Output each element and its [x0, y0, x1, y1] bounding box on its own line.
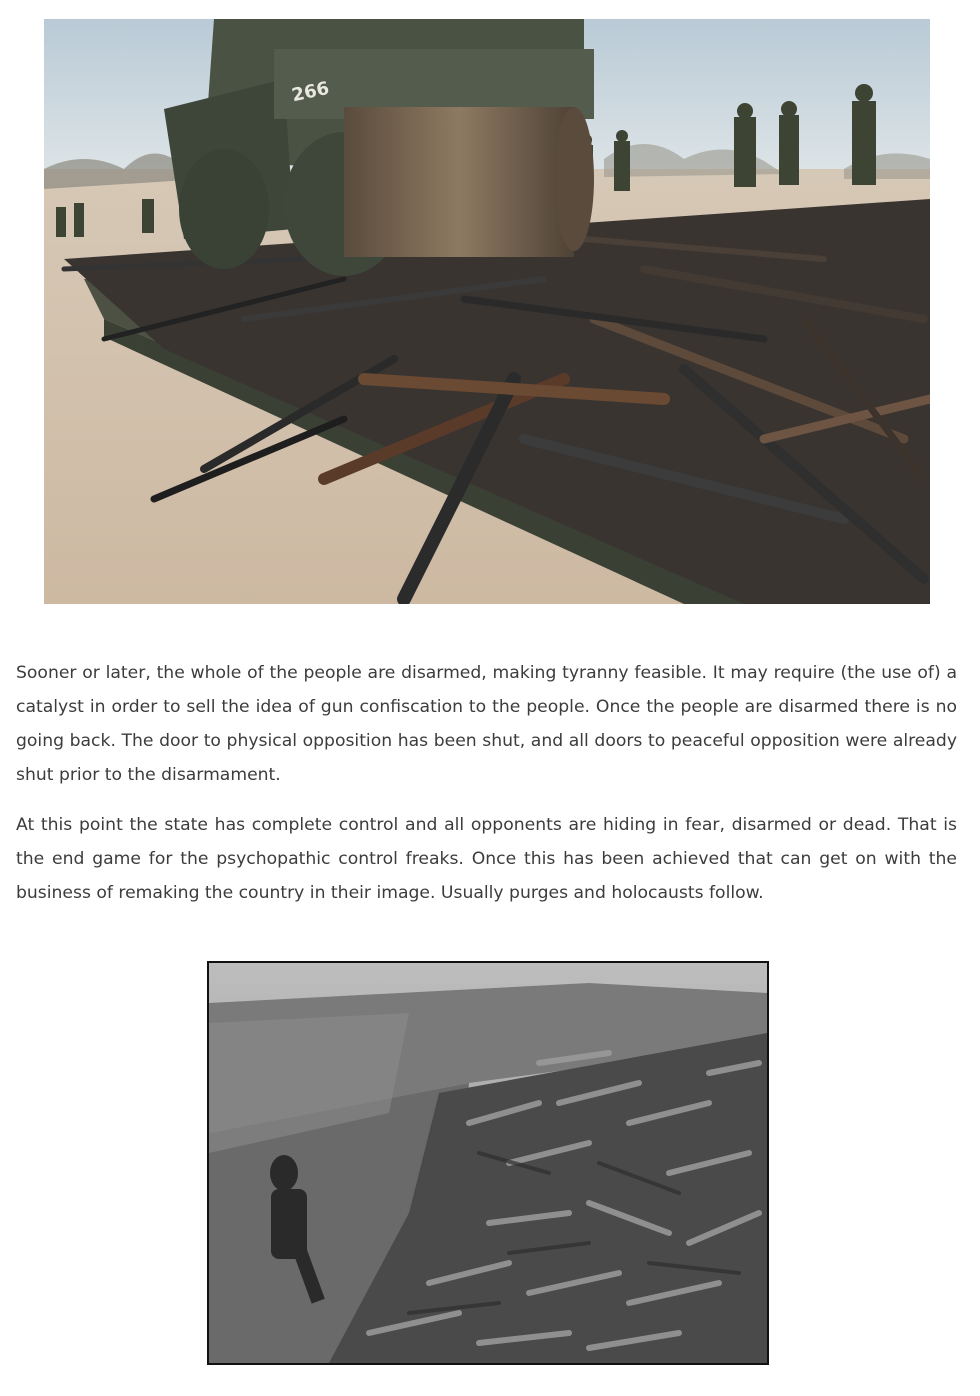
- paragraph-disarmament: Sooner or later, the whole of the people are disarmed, making tyranny feasible. It may require (the use of) a catalyst in order to sell the idea of gun confiscation to the people. Once the people are disarmed there is no going back. The door to physical opposition has been shut, and all doors to peaceful opposition were already shut prior to the disarmament.: [16, 663, 957, 785]
- article-body: [16, 656, 957, 926]
- paragraph-end-game: At this point the state has complete control and all opponents are hiding in fear, disarmed or dead. That is the end game for the psychopathic control freaks. Once this has been achieved that can get on with the business of remaking the country in their image. Usually purges and holocausts follow.: [16, 815, 957, 903]
- mass-grave-photo: [207, 961, 769, 1365]
- roller-number: 266: [289, 77, 332, 107]
- gun-destruction-photo: [44, 19, 930, 604]
